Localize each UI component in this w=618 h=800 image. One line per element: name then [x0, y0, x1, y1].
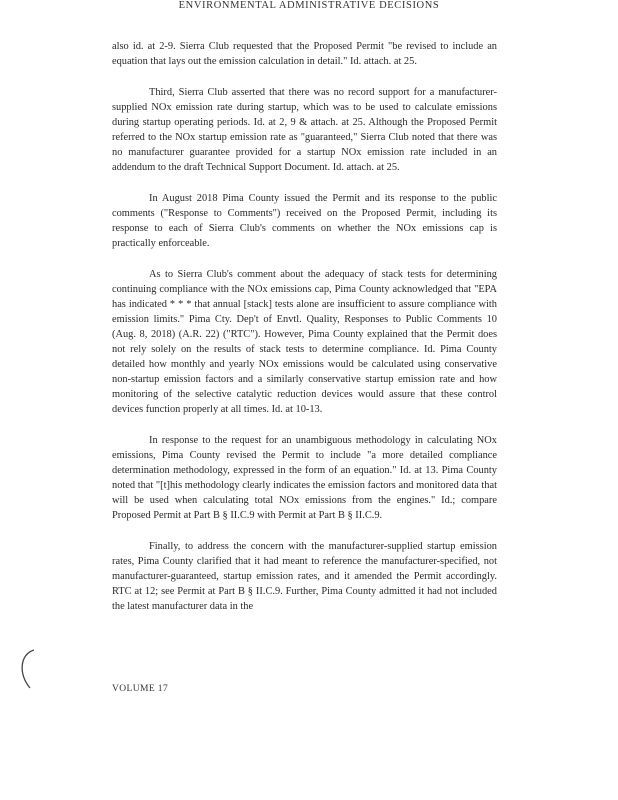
paragraph-2: Third, Sierra Club asserted that there was no record support for a manufacturer-supplied NOx emission rate during startup, which was to be used to calculate emissions during startup operating periods. Id. at 2, 9 & attach. at 25. Although the Proposed Permit referred to the NOx startup emission rate as "guaranteed," Sierra Club noted that there was no manufacturer guarantee provided for a startup NOx emission rate included in an addendum to the draft Technical Support Document. Id. attach. at 25.	[112, 87, 497, 173]
paragraph-5: In response to the request for an unambiguous methodology in calculating NOx emissions, Pima County revised the Permit to include "a more detailed compliance determination methodology, expressed in the form of an equation." Id. at 13. Pima County noted that "[t]his methodology clearly indicates the emission factors and monitored data that will be used when calculating total NOx emissions from the engines." Id.; compare Proposed Permit at Part B § II.C.9 with Permit at Part B § II.C.9.	[112, 435, 497, 521]
scan-artifact-mark	[12, 644, 42, 694]
paragraph-3: In August 2018 Pima County issued the Permit and its response to the public comments ("Response to Comments") received on the Proposed Permit, including its response to each of Sierra Club's comments on whether the NOx emissions cap is practically enforceable.	[112, 193, 497, 249]
running-head: ENVIRONMENTAL ADMINISTRATIVE DECISIONS	[178, 0, 440, 11]
paragraph-1: also id. at 2-9. Sierra Club requested that the Proposed Permit "be revised to include an equation that lays out the emission calculation in detail." Id. attach. at 25.	[112, 41, 497, 67]
page-body	[112, 39, 497, 614]
paragraph-6: Finally, to address the concern with the manufacturer-supplied startup emission rates, Pima County clarified that it had meant to reference the manufacturer-specified, not manufacturer-guaranteed, startup emission rates, and it amended the Permit accordingly. RTC at 12; see Permit at Part B § II.C.9. Further, Pima County admitted it had not included the latest manufacturer data in the	[112, 541, 497, 612]
volume-footer: VOLUME 17	[112, 684, 169, 694]
paragraph-4: As to Sierra Club's comment about the adequacy of stack tests for determining continuing compliance with the NOx emissions cap, Pima County acknowledged that "EPA has indicated * * * that annual [stack] tests alone are insufficient to assure compliance with emission limits." Pima Cty. Dep't of Envtl. Quality, Responses to Public Comments 10 (Aug. 8, 2018) (A.R. 22) ("RTC"). However, Pima County explained that the Permit does not rely solely on the results of stack tests to determine compliance. Id. Pima County detailed how monthly and yearly NOx emissions would be calculated using conservative non-startup emission factors and a similarly conservative startup emission rate and how monitoring of the selective catalytic reduction devices would assure that these control devices function properly at all times. Id. at 10-13.	[112, 269, 497, 415]
